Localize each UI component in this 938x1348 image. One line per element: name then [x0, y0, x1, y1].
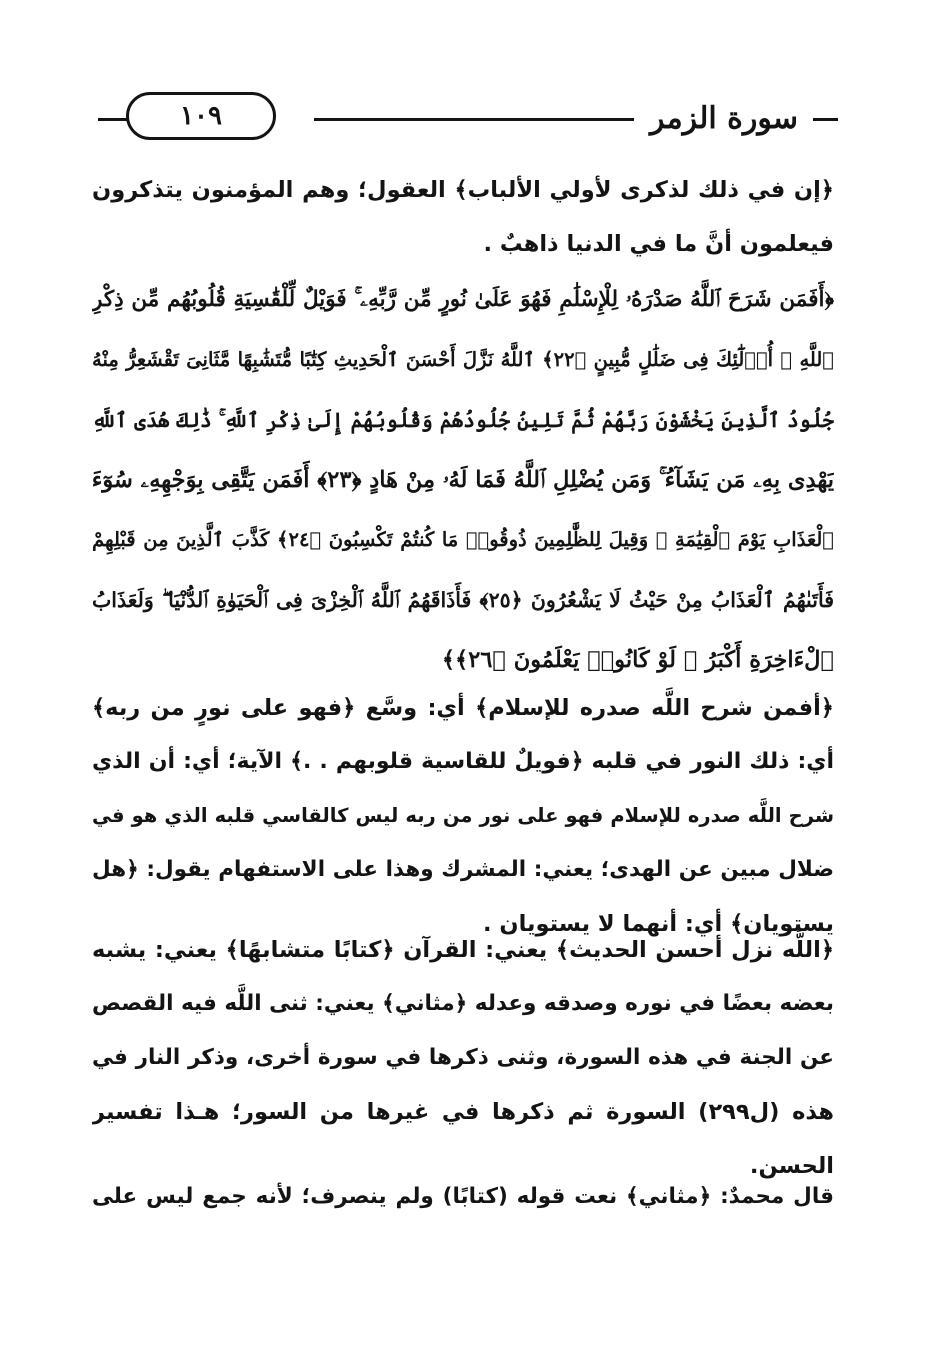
verse-line: ٱللَّهِ ۚ أُو۟لَٰٓئِكَ فِى ضَلَٰلٍ مُّبِينٍ ﴿٢٢﴾ ٱللَّهُ نَزَّلَ أَحْسَنَ ٱلْحَدِيثِ كِتَٰبًا مُّتَشَٰبِهًا مَّثَانِىَ تَقْشَعِرُّ مِنْهُ	[92, 348, 834, 371]
header-rule-right	[813, 118, 838, 121]
text-line: ﴿أفمن شرح اللَّه صدره للإسلام﴾ أي: وسَّع ﴿فهو على نورٍ من ربه﴾	[92, 695, 834, 721]
text-line: شرح اللَّه صدره للإسلام فهو على نور من ربه ليس كالقاسي قلبه الذي هو في	[92, 804, 834, 827]
text-line: ضلال مبين عن الهدى؛ يعني: المشرك وهذا على الاستفهام يقول: ﴿هل	[92, 857, 834, 882]
text-line: فيعلمون أنَّ ما في الدنيا ذاهبٌ .	[483, 231, 834, 257]
surah-title: سورة الزمر	[650, 100, 798, 136]
text-line: بعضه بعضًا في نوره وصدقه وعدله ﴿مثاني﴾ يعني: ثنى اللَّه فيه القصص	[92, 991, 834, 1016]
verse-line: يَهْدِى بِهِۦ مَن يَشَآءُ ۚ وَمَن يُضْلِلِ ٱللَّهُ فَمَا لَهُۥ مِنْ هَادٍ ﴿٢٣﴾ أَفَمَن يَتَّقِى بِوَجْهِهِۦ سُوٓءَ	[92, 467, 834, 493]
verse-line: ٱلْءَاخِرَةِ أَكْبَرُ ۚ لَوْ كَانُوا۟ يَعْلَمُونَ ﴿٢٦﴾﴾	[441, 647, 834, 673]
text-line: يستويان﴾ أي: أنهما لا يستويان .	[482, 911, 834, 937]
verse-line: جُلُودُ ٱلَّذِينَ يَخْشَوْنَ رَبَّهُمْ ثُمَّ تَلِينُ جُلُودُهُمْ وَقُلُوبُهُمْ إِلَىٰ ذِكْرِ ٱللَّهِ ۚ ذَٰلِكَ هُدَى ٱللَّهِ	[92, 408, 834, 432]
page-header	[78, 90, 838, 148]
text-line: الحسن.	[749, 1153, 834, 1179]
commentary-paragraph-3	[92, 923, 834, 1193]
text-line: ﴿اللَّه نزل أحسن الحديث﴾ يعني: القرآن ﴿كتابًا متشابهًا﴾ يعني: يشبه	[92, 937, 834, 963]
text-line: ﴿إن في ذلك لذكرى لأولي الألباب﴾ العقول؛ وهم المؤمنون يتذكرون	[92, 177, 834, 203]
quran-verses-22-26	[92, 270, 834, 690]
text-line: قال محمدٌ: ﴿مثاني﴾ نعت قوله (كتابًا) ولم ينصرف؛ لأنه جمع ليس على	[92, 1184, 834, 1209]
text-line: عن الجنة في هذه السورة، وثنى ذكرها في سورة أخرى، وذكر النار في	[92, 1045, 834, 1070]
header-rule-middle	[314, 118, 634, 121]
commentary-paragraph-1	[92, 163, 834, 271]
page-number: ١٠٩	[126, 92, 276, 140]
text-line: أي: ذلك النور في قلبه ﴿فويلٌ للقاسية قلوبهم . .﴾ الآية؛ أي: أن الذي	[92, 749, 834, 774]
commentary-paragraph-2	[92, 681, 834, 951]
verse-line: ﴿أَفَمَن شَرَحَ ٱللَّهُ صَدْرَهُۥ لِلْإِسْلَٰمِ فَهُوَ عَلَىٰ نُورٍ مِّن رَّبِّهِۦ ۚ فَوَيْلٌ لِّلْقَٰسِيَةِ قُلُوبُهُم مِّن ذِكْرِ	[92, 287, 834, 312]
verse-line: ٱلْعَذَابِ يَوْمَ ٱلْقِيَٰمَةِ ۚ وَقِيلَ لِلظَّٰلِمِينَ ذُوقُوا۟ مَا كُنتُمْ تَكْسِبُونَ ﴿٢٤﴾ كَذَّبَ ٱلَّذِينَ مِن قَبْلِهِمْ	[92, 528, 834, 551]
commentary-paragraph-4	[92, 1170, 834, 1224]
verse-line: فَأَتَىٰهُمُ ٱلْعَذَابُ مِنْ حَيْثُ لَا يَشْعُرُونَ ﴿٢٥﴾ فَأَذَاقَهُمُ ٱللَّهُ ٱلْخِزْىَ فِى ٱلْحَيَوٰةِ ٱلدُّنْيَا ۖ وَلَعَذَابُ	[92, 588, 834, 612]
text-line: هذه (ل٢٩٩) السورة ثم ذكرها في غيرها من السور؛ هـذا تفسير	[92, 1099, 834, 1125]
